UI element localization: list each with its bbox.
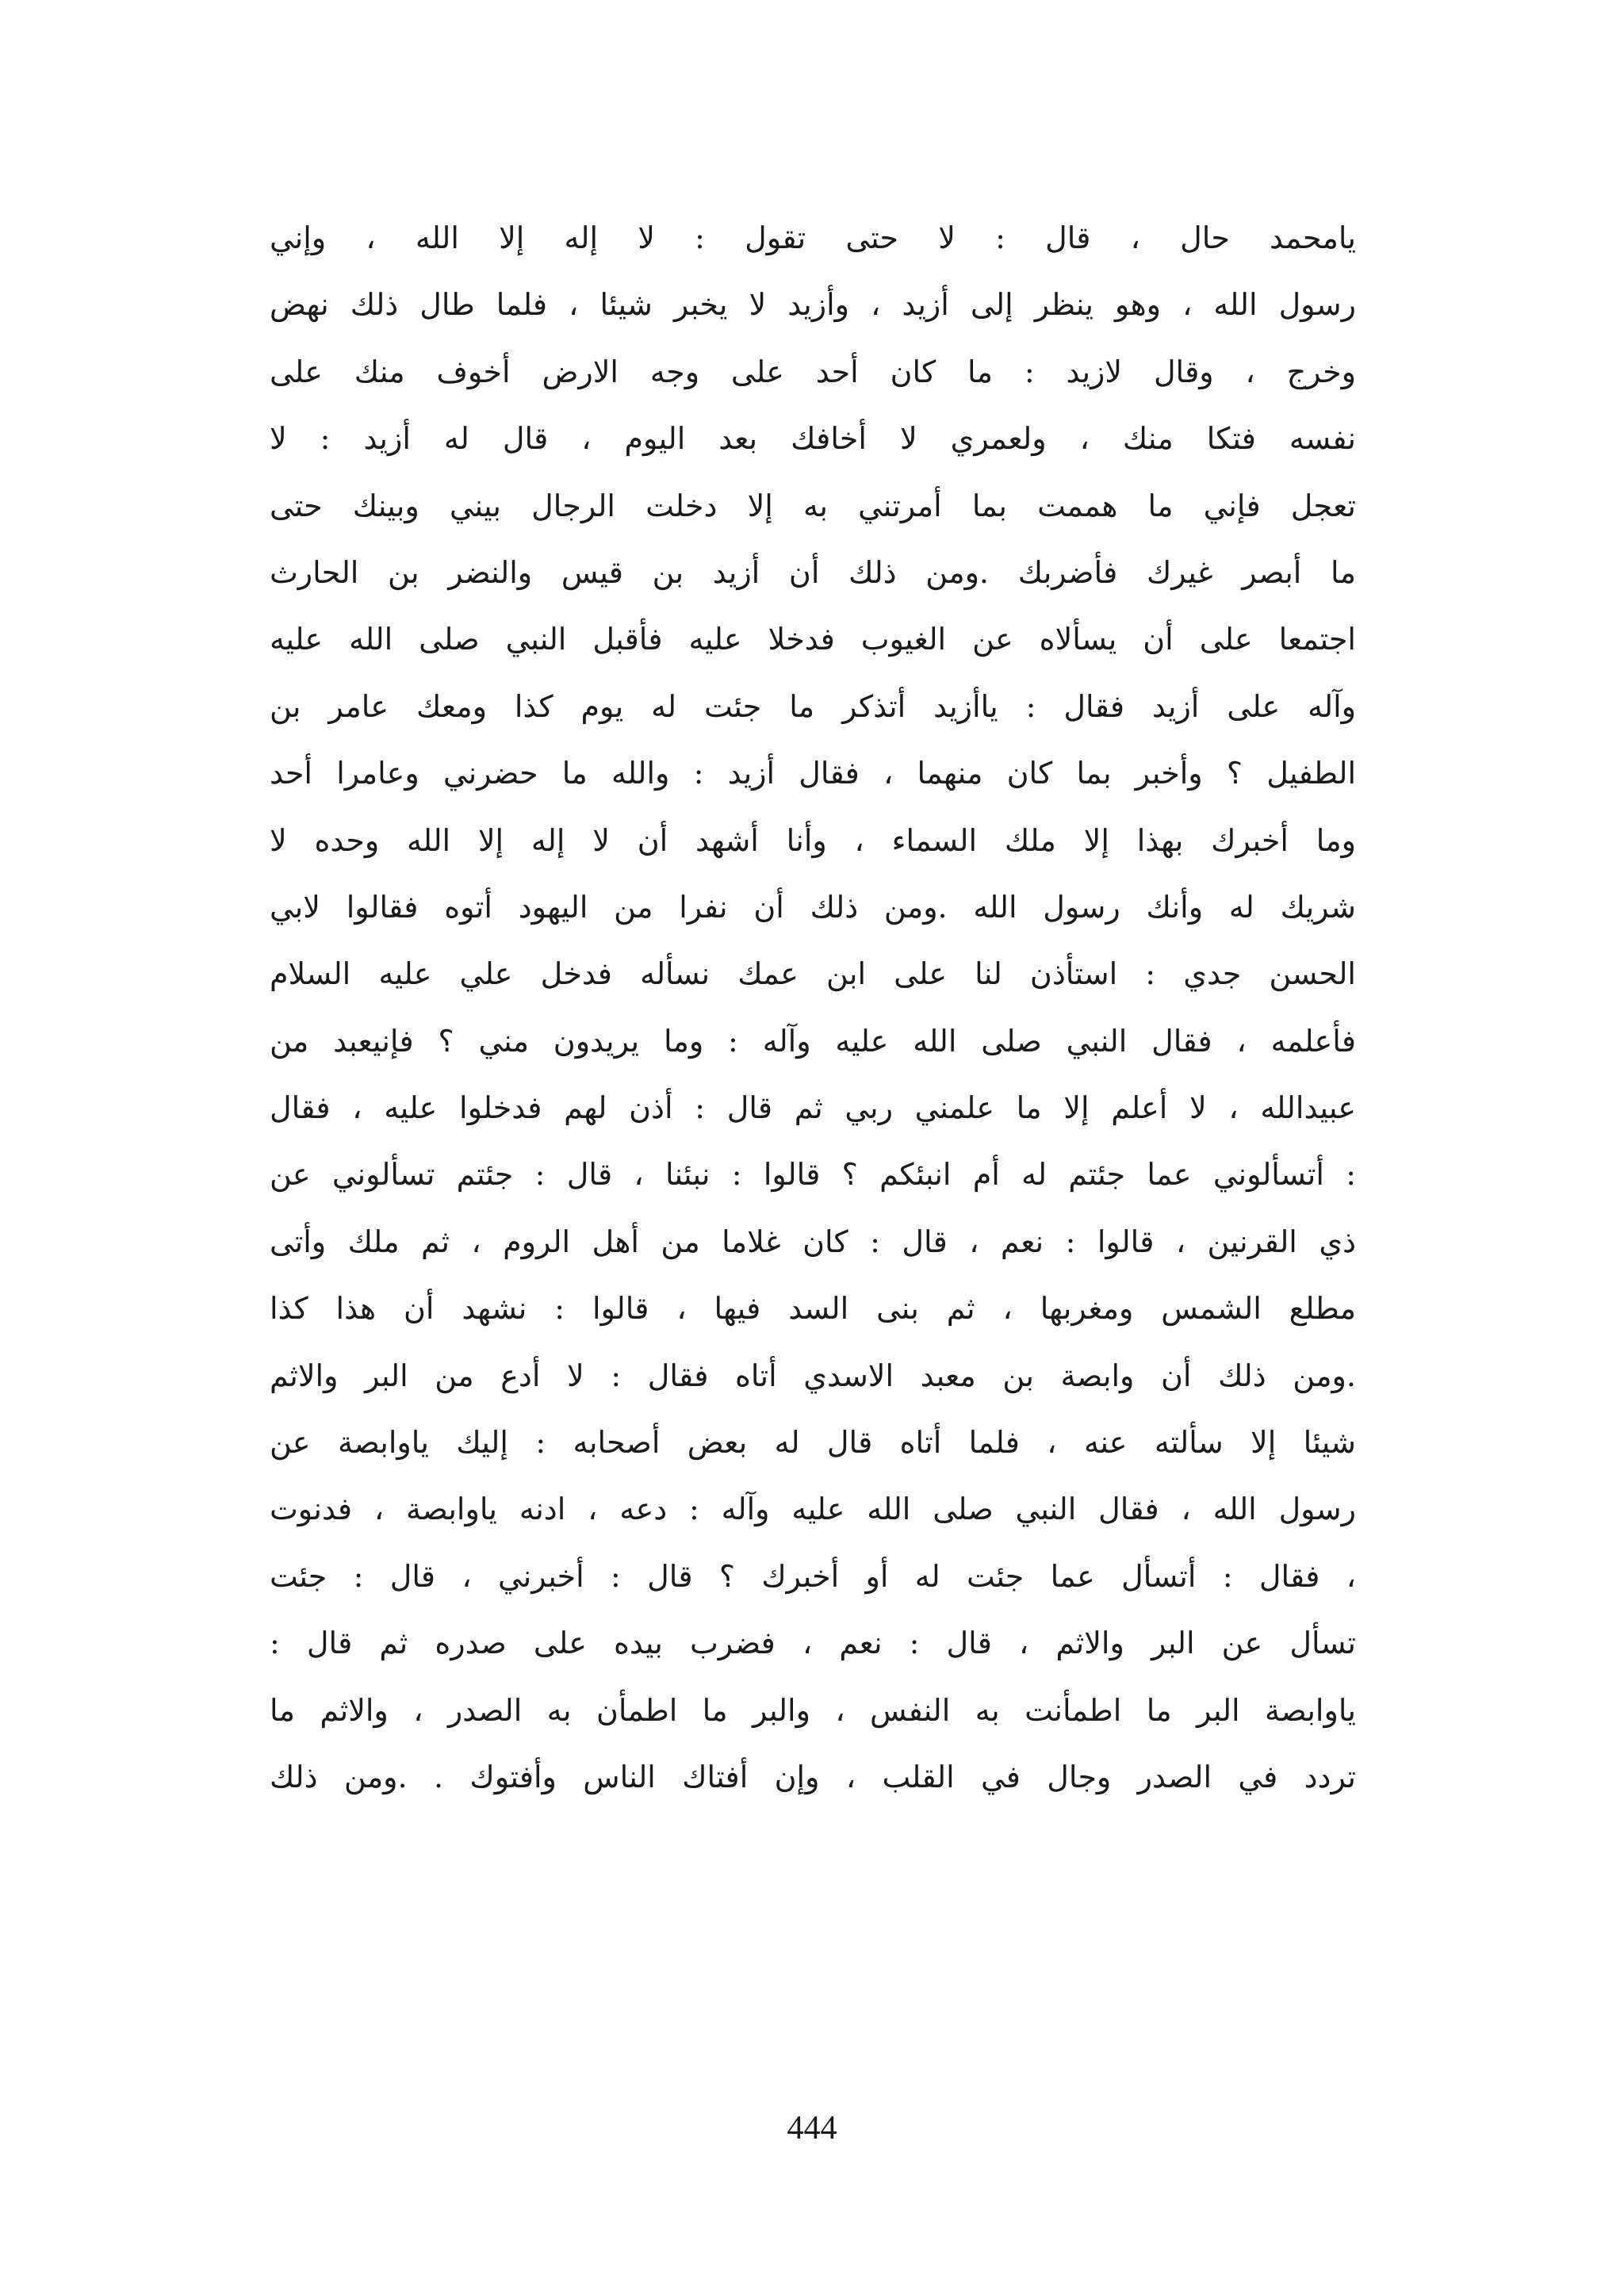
text-line: شيئا إلا سألته عنه ، فلما أتاه قال له بعض أصحابه : إليك ياوابصة عن <box>270 1425 1356 1461</box>
text-line: ، فقال : أتسأل عما جئت له أو أخبرك ؟ قال : أخبرني ، قال : جئت <box>270 1558 1356 1594</box>
text-line: ما أبصر غيرك فأضربك .ومن ذلك أن أزيد بن قيس والنضر بن الحارث <box>270 554 1356 590</box>
text-line: .ومن ذلك أن وابصة بن معبد الاسدي أتاه فقال : لا أدع من البر والاثم <box>270 1358 1356 1393</box>
text-line: وخرج ، وقال لازيد : ما كان أحد على وجه الارض أخوف منك على <box>270 354 1356 389</box>
text-line: تعجل فإني ما هممت بما أمرتني به إلا دخلت الرجال بيني وبينك حتى <box>270 488 1356 523</box>
text-line: تسأل عن البر والاثم ، قال : نعم ، فضرب بيده على صدره ثم قال : <box>270 1626 1356 1661</box>
text-line: الطفيل ؟ وأخبر بما كان منهما ، فقال أزيد : والله ما حضرني وعامرا أحد <box>270 756 1356 791</box>
text-line: ياوابصة البر ما اطمأنت به النفس ، والبر ما اطمأن به الصدر ، والاثم ما <box>270 1692 1356 1728</box>
page-number: 444 <box>787 2110 837 2147</box>
text-line: تردد في الصدر وجال في القلب ، وإن أفتاك الناس وأفتوك . .ومن ذلك <box>270 1759 1356 1794</box>
text-line: عبيدالله ، لا أعلم إلا ما علمني ربي ثم قال : أذن لهم فدخلوا عليه ، فقال <box>270 1090 1356 1126</box>
text-line: : أتسألوني عما جئتم له أم انبئكم ؟ قالوا : نبئنا ، قال : جئتم تسألوني عن <box>270 1157 1356 1193</box>
text-line: نفسه فتكا منك ، ولعمري لا أخافك بعد اليوم ، قال له أزيد : لا <box>270 421 1356 457</box>
text-line: شريك له وأنك رسول الله .ومن ذلك أن نفرا من اليهود أتوه فقالوا لابي <box>270 889 1356 925</box>
text-line: رسول الله ، وهو ينظر إلى أزيد ، وأزيد لا يخبر شيئا ، فلما طال ذلك نهض <box>270 287 1356 323</box>
text-line: وما أخبرك بهذا إلا ملك السماء ، وأنا أشهد أن لا إله إلا الله وحده لا <box>270 822 1356 858</box>
text-line: رسول الله ، فقال النبي صلى الله عليه وآله : دعه ، ادنه ياوابصة ، فدنوت <box>270 1492 1356 1527</box>
arabic-text-body <box>270 205 1356 1810</box>
text-line: يامحمد حال ، قال : لا حتى تقول : لا إله إلا الله ، وإني <box>270 220 1356 255</box>
text-line: فأعلمه ، فقال النبي صلى الله عليه وآله : وما يريدون مني ؟ فإنيعبد من <box>270 1023 1356 1059</box>
text-line: ذي القرنين ، قالوا : نعم ، قال : كان غلاما من أهل الروم ، ثم ملك وأتى <box>270 1224 1356 1259</box>
text-line: مطلع الشمس ومغربها ، ثم بنى السد فيها ، قالوا : نشهد أن هذا كذا <box>270 1291 1356 1327</box>
text-line: وآله على أزيد فقال : ياأزيد أتذكر ما جئت له يوم كذا ومعك عامر بن <box>270 688 1356 724</box>
text-line: الحسن جدي : استأذن لنا على ابن عمك نسأله فدخل علي عليه السلام <box>270 956 1356 992</box>
text-line: اجتمعا على أن يسألاه عن الغيوب فدخلا عليه فأقبل النبي صلى الله عليه <box>270 622 1356 657</box>
